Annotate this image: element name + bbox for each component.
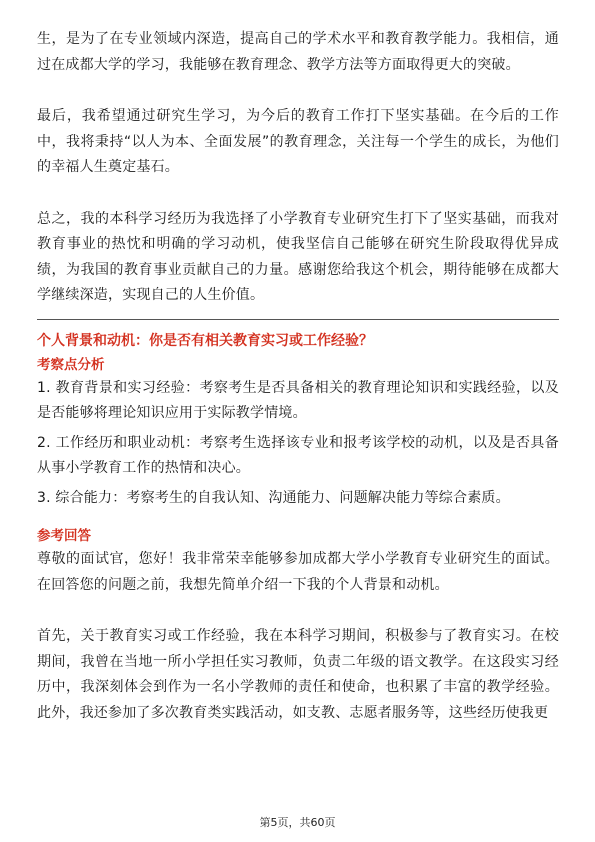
analysis-item: 2. 工作经历和职业动机：考察考生选择该专业和报考该学校的动机，以及是否具备从事小学教育工作的热情和决心。: [37, 434, 559, 476]
section-divider: [37, 319, 559, 320]
analysis-list: [37, 376, 559, 512]
body-paragraph: 总之，我的本科学习经历为我选择了小学教育专业研究生打下了坚实基础，而我对教育事业的热忱和明确的学习动机，使我坚信自己能够在研究生阶段取得优异成绩，为我国的教育事业贡献自己的力量。感谢您给我这个机会，期待能够在成都大学继续深造，实现自己的人生价值。: [37, 210, 559, 303]
analysis-item: 3. 综合能力：考察考生的自我认知、沟通能力、问题解决能力等综合素质。: [37, 489, 510, 506]
analysis-item: 1. 教育背景和实习经验：考察考生是否具备相关的教育理论知识和实践经验，以及是否能够将理论知识应用于实际教学情境。: [37, 379, 559, 421]
answer-paragraph: 尊敬的面试官，您好！我非常荣幸能够参加成都大学小学教育专业研究生的面试。在回答您的问题之前，我想先简单介绍一下我的个人背景和动机。: [37, 551, 559, 593]
answer-heading: 参考回答: [37, 528, 91, 544]
page-footer: 第5页，共60页: [259, 816, 336, 829]
analysis-heading: 考察点分析: [37, 356, 105, 373]
question-heading: 个人背景和动机：你是否有相关教育实习或工作经验？: [37, 332, 373, 349]
answer-paragraph: 首先，关于教育实习或工作经验，我在本科学习期间，积极参与了教育实习。在校期间，我曾在当地一所小学担任实习教师，负责二年级的语文教学。在这段实习经历中，我深刻体会到作为一名小学教师的责任和使命，也积累了丰富的教学经验。此外，我还参加了多次教育类实践活动，如支教、志愿者服务等，这些经历使我更: [37, 628, 559, 721]
body-paragraph: 生，是为了在专业领域内深造，提高自己的学术水平和教育教学能力。我相信，通过在成都大学的学习，我能够在教育理念、教学方法等方面取得更大的突破。: [37, 31, 559, 73]
page-content: [37, 27, 559, 726]
body-paragraph: 最后，我希望通过研究生学习，为今后的教育工作打下坚实基础。在今后的工作中，我将秉持“以人为本、全面发展”的教育理念，关注每一个学生的成长，为他们的幸福人生奠定基石。: [37, 108, 559, 175]
